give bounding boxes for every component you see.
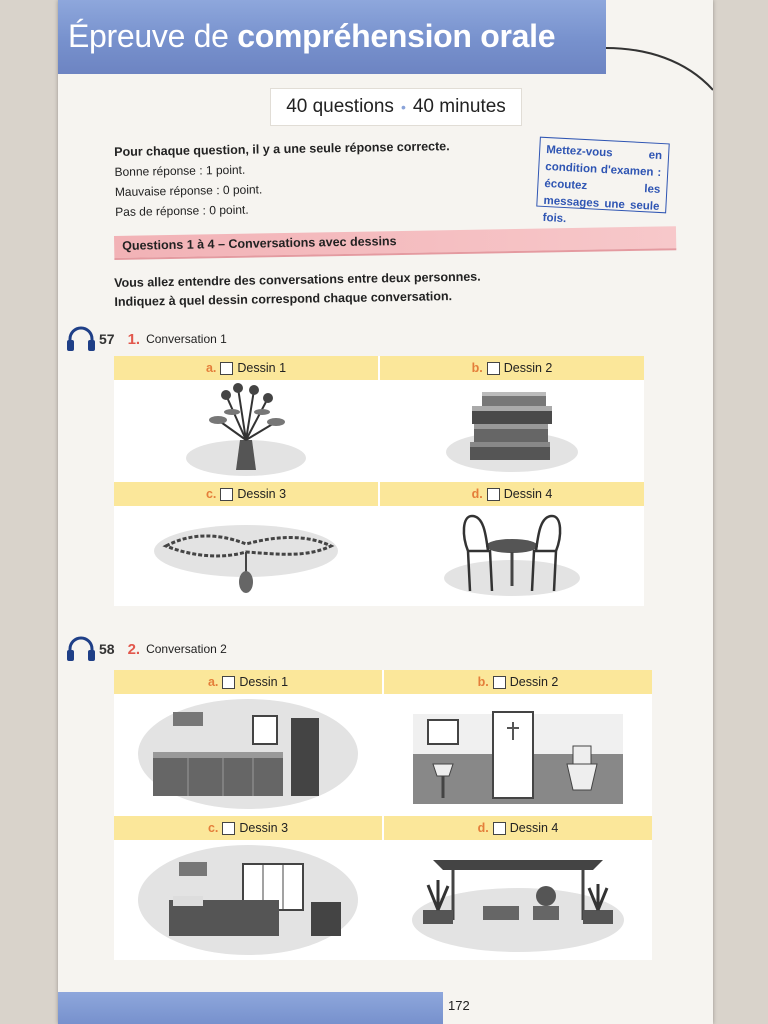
separator-dot: • [400,99,406,115]
option-cell [114,816,382,960]
section-title: Questions 1 à 4 – Conversations avec dessins [122,234,397,253]
instructions-line-1: Vous allez entendre des conversations entre deux personnes. [114,269,481,290]
garden-table-icon [412,506,612,606]
checkbox[interactable] [220,488,233,501]
rule-good: Bonne réponse : 1 point. [114,162,246,179]
bedroom-icon [133,840,363,960]
checkbox[interactable] [493,822,506,835]
page-title [68,18,555,55]
checkbox[interactable] [487,362,500,375]
terrace-icon [403,840,633,960]
option-cell [380,356,644,480]
books-icon [412,380,612,480]
header-band [58,0,606,74]
track-number: 57 [99,331,115,347]
headphones-icon[interactable] [66,636,96,662]
corner-decoration [606,0,713,110]
question-2-grid [114,670,652,960]
checkbox[interactable] [493,676,506,689]
minutes-count: 40 minutes [412,96,506,117]
option-label[interactable]: d. Dessin 4 [380,482,644,506]
title-light: Épreuve de [68,18,229,54]
bathroom-icon [403,694,633,814]
question-2-header [66,636,227,662]
question-number: 1. [127,330,141,348]
question-number: 2. [127,640,141,658]
option-cell [114,482,378,606]
option-label[interactable]: d. Dessin 4 [384,816,652,840]
option-label[interactable]: b. Dessin 2 [384,670,652,694]
rule-main: Pour chaque question, il y a une seule réponse correcte. [114,139,450,159]
section-bar [114,226,676,260]
scoring-rules [114,136,451,222]
option-cell [380,482,644,606]
kitchen-icon [133,694,363,814]
option-label[interactable]: a. Dessin 1 [114,670,382,694]
option-cell [384,816,652,960]
question-title: Conversation 1 [146,332,227,346]
option-cell [114,356,378,480]
summary-box [270,88,522,126]
instructions [114,268,481,312]
page [58,0,713,1024]
checkbox[interactable] [220,362,233,375]
option-cell [384,670,652,814]
option-label[interactable]: c. Dessin 3 [114,482,378,506]
option-label[interactable]: a. Dessin 1 [114,356,378,380]
rule-none: Pas de réponse : 0 point. [115,202,249,219]
headphones-icon[interactable] [66,326,96,352]
checkbox[interactable] [222,676,235,689]
title-bold: compréhension orale [237,18,556,54]
question-1-grid [114,356,644,606]
page-number: 172 [448,998,470,1013]
rule-bad: Mauvaise réponse : 0 point. [114,182,263,199]
necklace-icon [146,506,346,606]
question-1-header [66,326,227,352]
instructions-line-2: Indiquez à quel dessin correspond chaque conversation. [114,289,453,309]
questions-count: 40 questions [286,96,394,117]
option-cell [114,670,382,814]
checkbox[interactable] [487,488,500,501]
footer-band [58,992,443,1024]
track-number: 58 [99,641,115,657]
option-label[interactable]: c. Dessin 3 [114,816,382,840]
checkbox[interactable] [222,822,235,835]
exam-note: Mettez-vous en condition d'examen : écoutez les messages une seule fois. [536,137,669,214]
question-title: Conversation 2 [146,642,227,656]
vase-icon [146,380,346,480]
option-label[interactable]: b. Dessin 2 [380,356,644,380]
